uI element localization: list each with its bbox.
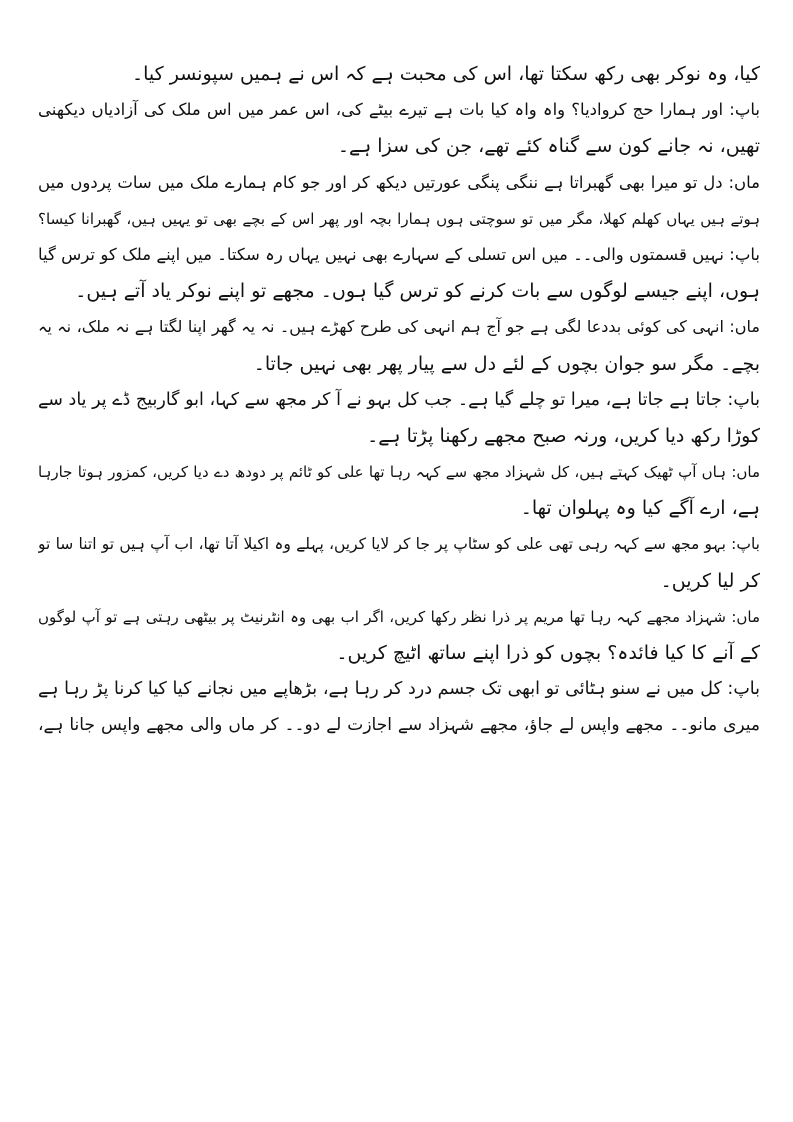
text-line: ماں: دل تو میرا بھی گھبراتا ہے ننگی پنگی عورتیں دیکھ کر اور جو کام ہمارے ملک میں سات پردوں میں	[38, 172, 760, 192]
text-line: ہوں، اپنے جیسے لوگوں سے بات کرنے کو ترس گیا ہوں۔ مجھے تو اپنے نوکر یاد آتے ہیں۔	[75, 280, 760, 303]
text-line: بچے۔ مگر سو جوان بچوں کے لئے دل سے پیار پھر بھی نہیں جاتا۔	[253, 352, 760, 375]
text-line: باپ: جاتا ہے جاتا ہے، میرا تو چلے گیا ہے۔ جب کل بہو نے آ کر مجھ سے کہا، ابو گاربیج ڈے پر یاد سے	[38, 389, 760, 410]
text-line: ماں: شہزاد مجھے کہہ رہا تھا مریم پر ذرا نظر رکھا کریں، اگر اب بھی وہ انٹرنیٹ پر بیٹھی رہتی ہے تو آپ لوگوں	[38, 607, 760, 626]
text-line: باپ: اور ہمارا حج کروادیا؟ واہ واہ کیا بات ہے تیرے بیٹے کی، اس عمر میں اس ملک کی آزادیاں دیکھنی	[38, 100, 760, 120]
text-line: تھیں، نہ جانے کون سے گناہ کئے تھے، جن کی سزا ہے۔	[337, 135, 760, 158]
text-line: میری مانو۔۔ مجھے واپس لے جاؤ، مجھے شہزاد سے اجازت لے دو۔۔ کر ماں والی مجھے واپس جانا ہے،	[38, 715, 760, 736]
text-line: ماں: ہاں آپ ٹھیک کہتے ہیں، کل شہزاد مجھ سے کہہ رہا تھا علی کو ٹائم پر دودھ دے دیا کریں، کمزور ہوتا جارہا	[38, 463, 760, 482]
text-line: کوڑا رکھ دیا کریں، ورنہ صبح مجھے رکھنا پڑتا ہے۔	[367, 424, 760, 447]
text-line: کر لیا کریں۔	[660, 569, 760, 592]
text-line: ہے، ارے آگے کیا وہ پہلوان تھا۔	[520, 497, 760, 520]
text-line: باپ: نہیں قسمتوں والی۔۔ میں اس تسلی کے سہارے بھی نہیں یہاں رہ سکتا۔ میں اپنے ملک کو ترس گیا	[38, 244, 760, 264]
text-line: کے آنے کا کیا فائدہ؟ بچوں کو ذرا اپنے ساتھ اٹیچ کریں۔	[336, 642, 760, 664]
text-line: ہوتے ہیں یہاں کھلم کھلا، مگر میں تو سوچتی ہوں ہمارا بچہ اور پھر اس کے بچے بھی تو یہیں ہیں، گھبرانا کیسا؟	[38, 209, 760, 228]
text-line: کیا، وہ نوکر بھی رکھ سکتا تھا، اس کی محبت ہے کہ اس نے ہمیں سپونسر کیا۔	[131, 63, 760, 85]
document-page	[38, 56, 760, 744]
text-line: باپ: بہو مجھ سے کہہ رہی تھی علی کو سٹاپ پر جا کر لایا کریں، پہلے وہ اکیلا آتا تھا، اب آپ ہیں تو اتنا سا تو	[38, 535, 760, 554]
text-line: باپ: کل میں نے سنو ہٹائی تو ابھی تک جسم درد کر رہا ہے، بڑھاپے میں نجانے کیا کیا کرنا پڑ رہا ہے	[38, 679, 760, 700]
text-line: ماں: انہی کی کوئی بددعا لگی ہے جو آج ہم انہی کی طرح کھڑے ہیں۔ نہ یہ گھر اپنا لگتا ہے نہ ملک، نہ یہ	[38, 317, 760, 337]
